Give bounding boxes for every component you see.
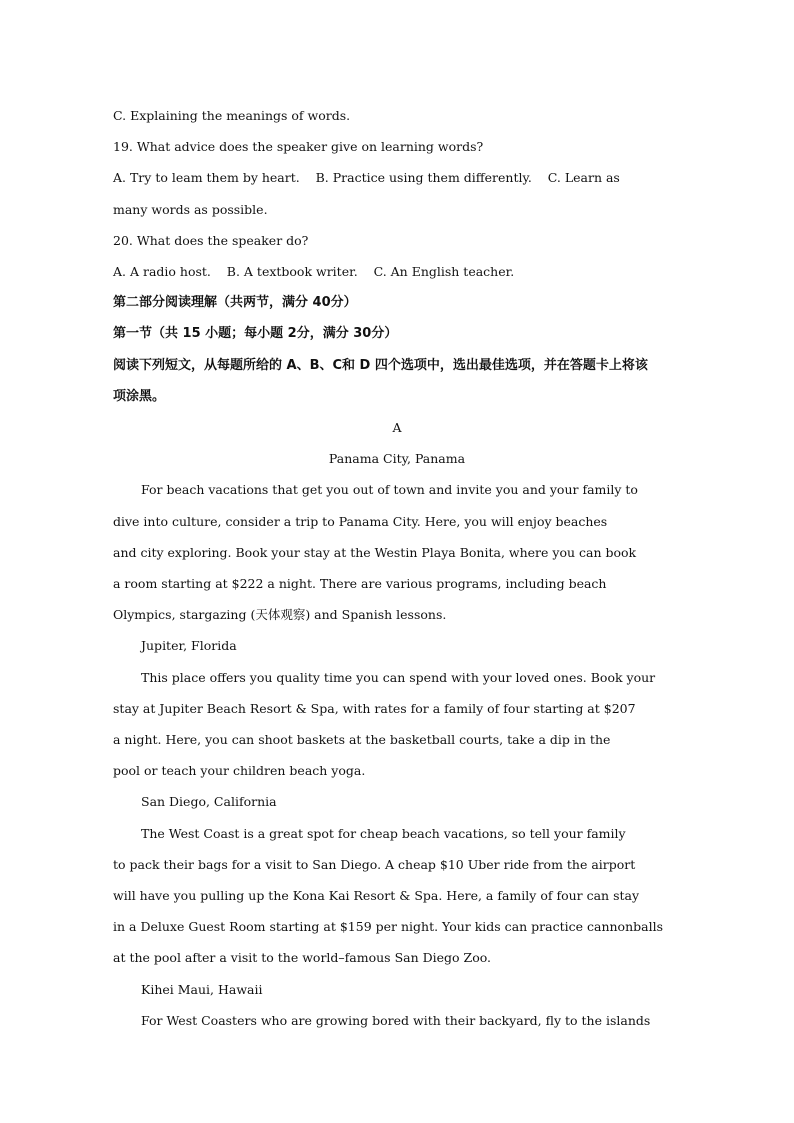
q20-question: 20. What does the speaker do? (113, 232, 309, 248)
p2-line: pool or teach your children beach yoga. (113, 763, 366, 779)
p1-line: a room starting at $222 a night. There are various programs, including beach (113, 576, 607, 592)
p4-line: For West Coasters who are growing bored with their backyard, fly to the islands (141, 1012, 651, 1028)
passage-letter: A (392, 420, 402, 436)
p2-line: This place offers you quality time you can spend with your loved ones. Book your (141, 669, 656, 685)
p3-line: to pack their bags for a visit to San Diego. A cheap $10 Uber ride from the airport (113, 856, 636, 872)
q20-options: A. A radio host. B. A textbook writer. C. An English teacher. (113, 264, 515, 280)
q19-options: A. Try to leam them by heart. B. Practice using them differently. C. Learn as (113, 170, 620, 186)
q19-question: 19. What advice does the speaker give on learning words? (113, 139, 484, 155)
p3-line: will have you pulling up the Kona Kai Resort & Spa. Here, a family of four can stay (113, 888, 640, 904)
p1-line: For beach vacations that get you out of town and invite you and your family to (141, 482, 638, 498)
document-page (113, 100, 681, 1036)
passage-title: Panama City, Panama (328, 451, 466, 467)
p3-line: The West Coast is a great spot for cheap beach vacations, so tell your family (141, 825, 626, 841)
p3-line: at the pool after a visit to the world–famous San Diego Zoo. (113, 950, 492, 966)
instruction-line-1: 阅读下列短文，从每题所给的 A、B、C和 D 四个选项中，选出最佳选项，并在答题卡上将该 (113, 357, 648, 373)
section-2-title: 第二部分阅读理解（共两节，满分 40分） (113, 295, 357, 311)
p1-line: and city exploring. Book your stay at the Westin Playa Bonita, where you can book (113, 544, 637, 560)
p2-line: stay at Jupiter Beach Resort & Spa, with rates for a family of four starting at $207 (113, 700, 636, 716)
heading-jupiter: Jupiter, Florida (141, 638, 237, 654)
section-1-title: 第一节（共 15 小题；每小题 2分，满分 30分） (113, 326, 398, 342)
p2-line: a night. Here, you can shoot baskets at the basketball courts, take a dip in the (113, 732, 611, 748)
heading-kihei: Kihei Maui, Hawaii (141, 981, 263, 997)
p3-line: in a Deluxe Guest Room starting at $159 per night. Your kids can practice cannonballs (113, 919, 663, 935)
q18-option-c: C. Explaining the meanings of words. (113, 108, 351, 123)
heading-san-diego: San Diego, California (141, 794, 277, 810)
p1-line: Olympics, stargazing (天体观察) and Spanish lessons. (113, 607, 447, 623)
instruction-line-2: 项涂黑。 (113, 388, 166, 404)
q19-options-cont: many words as possible. (113, 201, 268, 217)
p1-line: dive into culture, consider a trip to Panama City. Here, you will enjoy beaches (113, 513, 608, 529)
